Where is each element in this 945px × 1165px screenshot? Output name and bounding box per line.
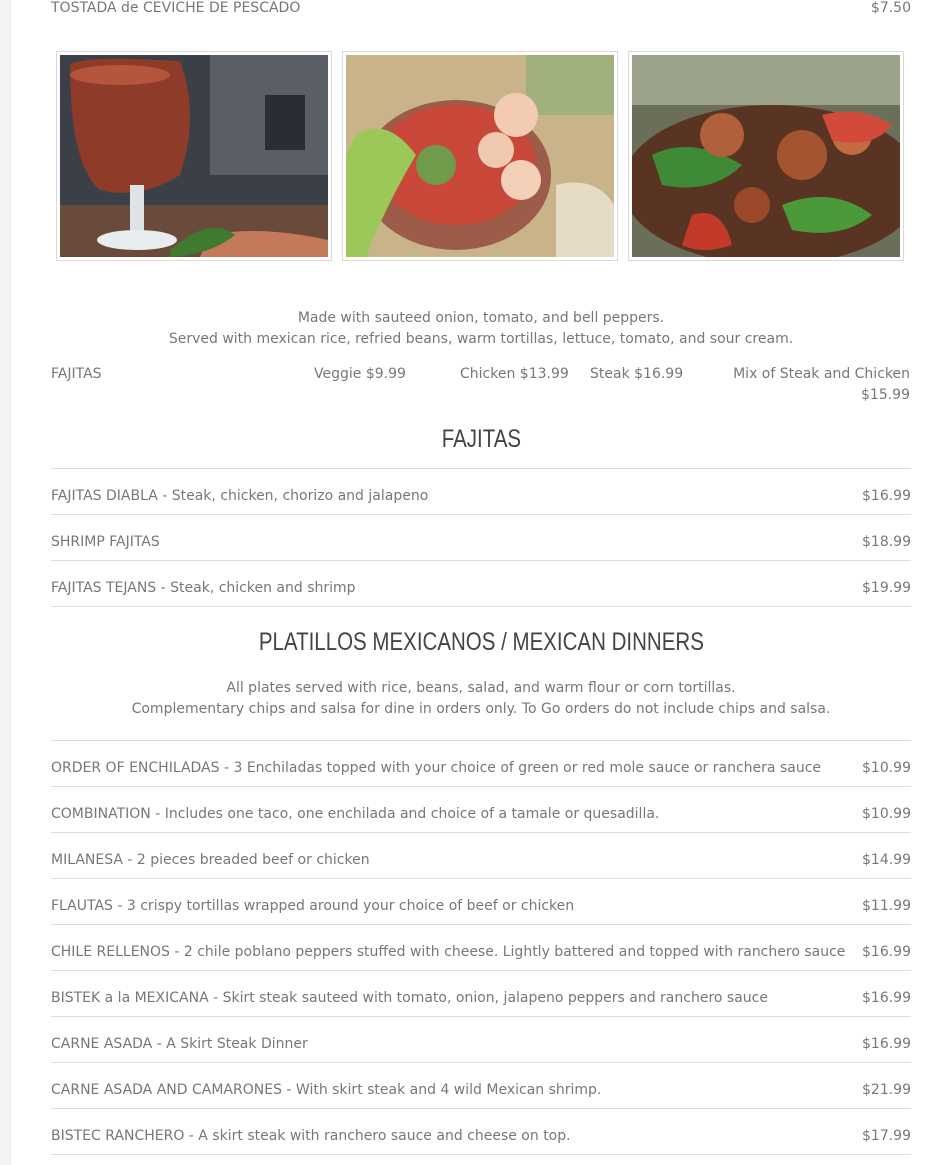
menu-item-name: CHILE RELLENOS - 2 chile poblano peppers stuffed with cheese. Lightly battered and topped with ranchero sauce — [51, 944, 846, 960]
menu-item-price: $16.99 — [862, 1036, 911, 1052]
menu-item-price: $19.99 — [862, 580, 911, 596]
option-veggie: Veggie $9.99 — [314, 366, 406, 382]
menu-item-name: FAJITAS DIABLA - Steak, chicken, chorizo and jalapeno — [51, 488, 429, 504]
menu-item-row — [51, 578, 911, 598]
menu-item-price: $21.99 — [862, 1082, 911, 1098]
photo-fajitas[interactable] — [628, 51, 904, 261]
menu-item-row — [51, 850, 911, 870]
divider — [51, 1016, 911, 1017]
option-mix-price: $15.99 — [861, 387, 910, 403]
menu-page — [10, 0, 945, 1165]
menu-item-name: BISTEK a la MEXICANA - Skirt steak sauteed with tomato, onion, jalapeno peppers and ranchero sauce — [51, 990, 768, 1006]
menu-item-row — [51, 532, 911, 552]
menu-item-name: FAJITAS TEJANS - Steak, chicken and shrimp — [51, 580, 356, 596]
divider — [51, 560, 911, 561]
menu-item-name: SHRIMP FAJITAS — [51, 534, 160, 550]
menu-item-row — [51, 896, 911, 916]
menu-item-name: CARNE ASADA AND CAMARONES - With skirt steak and 4 wild Mexican shrimp. — [51, 1082, 602, 1098]
menu-item-price: $7.50 — [870, 0, 911, 16]
menu-item-name: ORDER OF ENCHILADAS - 3 Enchiladas topped with your choice of green or red mole sauce or ranchera sauce — [51, 760, 821, 776]
dinners-notes — [51, 678, 911, 720]
divider — [51, 468, 911, 469]
menu-item-row — [51, 942, 911, 962]
dinners-note-line: All plates served with rice, beans, salad, and warm flour or corn tortillas. — [226, 680, 736, 696]
section-title-fajitas: FAJITAS — [441, 425, 521, 453]
divider — [51, 878, 911, 879]
menu-item-price: $10.99 — [862, 806, 911, 822]
divider — [51, 1108, 911, 1109]
menu-item-name: FLAUTAS - 3 crispy tortillas wrapped around your choice of beef or chicken — [51, 898, 575, 914]
michelada-image — [60, 55, 328, 257]
menu-item-name: CARNE ASADA - A Skirt Steak Dinner — [51, 1036, 308, 1052]
menu-item-name: COMBINATION - Includes one taco, one enchilada and choice of a tamale or quesadilla. — [51, 806, 660, 822]
menu-item-row — [51, 804, 911, 824]
menu-item-price: $18.99 — [862, 534, 911, 550]
fajitas-description — [51, 308, 911, 350]
section-title-mexican-dinners: PLATILLOS MEXICANOS / MEXICAN DINNERS — [258, 628, 704, 656]
menu-item-price: $16.99 — [862, 488, 911, 504]
divider — [51, 740, 911, 741]
divider — [51, 970, 911, 971]
menu-item-price: $11.99 — [862, 898, 911, 914]
divider — [51, 1154, 911, 1155]
photo-michelada[interactable] — [56, 51, 332, 261]
fajitas-label: FAJITAS — [51, 366, 102, 382]
menu-item-row — [51, 1126, 911, 1146]
menu-item-row — [51, 1034, 911, 1054]
menu-item-name: BISTEC RANCHERO - A skirt steak with ranchero sauce and cheese on top. — [51, 1128, 571, 1144]
divider — [51, 514, 911, 515]
menu-item-row — [51, 988, 911, 1008]
menu-item-price: $10.99 — [862, 760, 911, 776]
option-chicken: Chicken $13.99 — [460, 366, 569, 382]
divider — [51, 786, 911, 787]
menu-item-price: $16.99 — [862, 944, 911, 960]
option-steak: Steak $16.99 — [590, 366, 684, 382]
dinners-note-line: Complementary chips and salsa for dine in orders only. To Go orders do not include chips and salsa. — [131, 701, 831, 717]
menu-item-price: $16.99 — [862, 990, 911, 1006]
menu-item-name: MILANESA - 2 pieces breaded beef or chicken — [51, 852, 370, 868]
menu-item-row — [51, 758, 911, 778]
divider — [51, 606, 911, 607]
fajitas-description-line: Served with mexican rice, refried beans, warm tortillas, lettuce, tomato, and sour cream. — [168, 331, 794, 347]
fajitas-description-line: Made with sauteed onion, tomato, and bell peppers. — [297, 310, 665, 326]
divider — [51, 832, 911, 833]
menu-item-row — [51, 1080, 911, 1100]
divider — [51, 1062, 911, 1063]
photo-gallery — [56, 51, 906, 261]
divider — [51, 924, 911, 925]
menu-item-price: $17.99 — [862, 1128, 911, 1144]
photo-shrimp-cocktail[interactable] — [342, 51, 618, 261]
menu-item-price: $14.99 — [862, 852, 911, 868]
option-mix-label: Mix of Steak and Chicken — [733, 366, 910, 382]
menu-item-row — [51, 486, 911, 506]
fajitas-image — [632, 55, 900, 257]
shrimp-cocktail-image — [346, 55, 614, 257]
menu-item-row — [51, 0, 911, 18]
menu-item-name: TOSTADA de CEVICHE DE PESCADO — [51, 0, 301, 16]
